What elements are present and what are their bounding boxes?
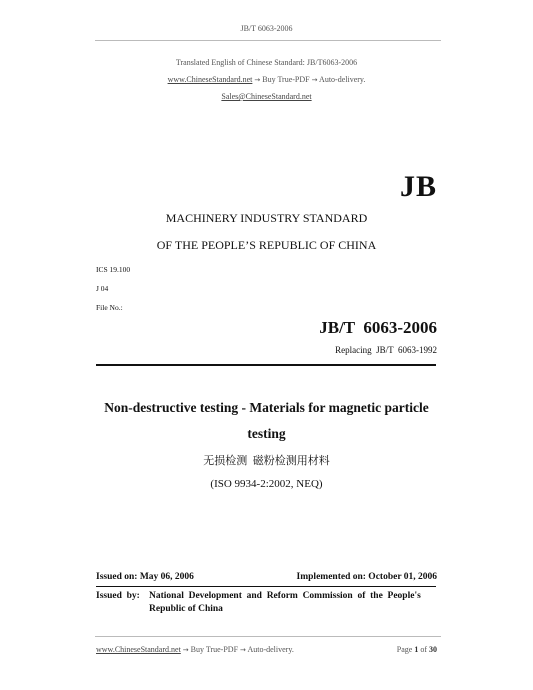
footer-auto-text: Auto-delivery. [247, 645, 294, 654]
header-auto-text: Auto-delivery. [319, 75, 366, 84]
arrow-icon: → [182, 646, 189, 654]
footer-buy-text: Buy True-PDF [190, 645, 239, 654]
of-label: of [420, 645, 427, 654]
title-english-line-1: Non-destructive testing - Materials for magnetic particle [104, 400, 429, 415]
title-chinese: 无损检测 磁粉检测用材料 [203, 455, 330, 467]
title-iso: (ISO 9934-2:2002, NEQ) [210, 478, 323, 490]
issuer-line-1: National Development and Reform Commission of the People's [149, 591, 421, 601]
email-link[interactable]: Sales@ChineseStandard.net [221, 92, 312, 101]
translated-note: Translated English of Chinese Standard: JB/T6063-2006 [175, 58, 358, 67]
total-pages: 30 [429, 645, 437, 654]
footer-buy-line [96, 645, 294, 654]
arrow-icon: → [254, 76, 261, 84]
issuer-line-2: Republic of China [149, 604, 223, 614]
dates-rule [96, 586, 436, 587]
arrow-icon: → [311, 76, 318, 84]
footer-site-link[interactable]: www.ChineseStandard.net [96, 645, 181, 654]
replacing-note: Replacing JB/T 6063-1992 [335, 345, 437, 355]
arrow-icon: → [240, 646, 246, 654]
issued-on: Issued on: May 06, 2006 [96, 572, 194, 582]
j-code: J 04 [96, 284, 109, 293]
running-title: JB/T 6063-2006 [240, 24, 293, 33]
file-no: File No.: [96, 303, 123, 312]
email-line [0, 92, 533, 101]
page-indicator [397, 645, 437, 654]
title-english-line-2: testing [247, 426, 286, 441]
header-buy-line [0, 75, 533, 84]
header-buy-text: Buy True-PDF [262, 75, 310, 84]
standard-number: JB/T 6063-2006 [319, 318, 437, 337]
issued-by-label: Issued by: [96, 591, 140, 601]
header-site-link[interactable]: www.ChineseStandard.net [167, 75, 253, 84]
header-rule [95, 40, 441, 41]
implemented-on: Implemented on: October 01, 2006 [296, 572, 437, 582]
standard-code-logo: JB [399, 170, 437, 203]
footer-rule [95, 636, 441, 637]
designation-rule [96, 364, 436, 366]
standard-line-1: MACHINERY INDUSTRY STANDARD [165, 211, 368, 225]
standard-line-2: OF THE PEOPLE’S REPUBLIC OF CHINA [156, 238, 377, 252]
ics-code: ICS 19.100 [96, 265, 131, 274]
page-label: Page [396, 645, 413, 654]
page-number: 1 [414, 645, 419, 654]
